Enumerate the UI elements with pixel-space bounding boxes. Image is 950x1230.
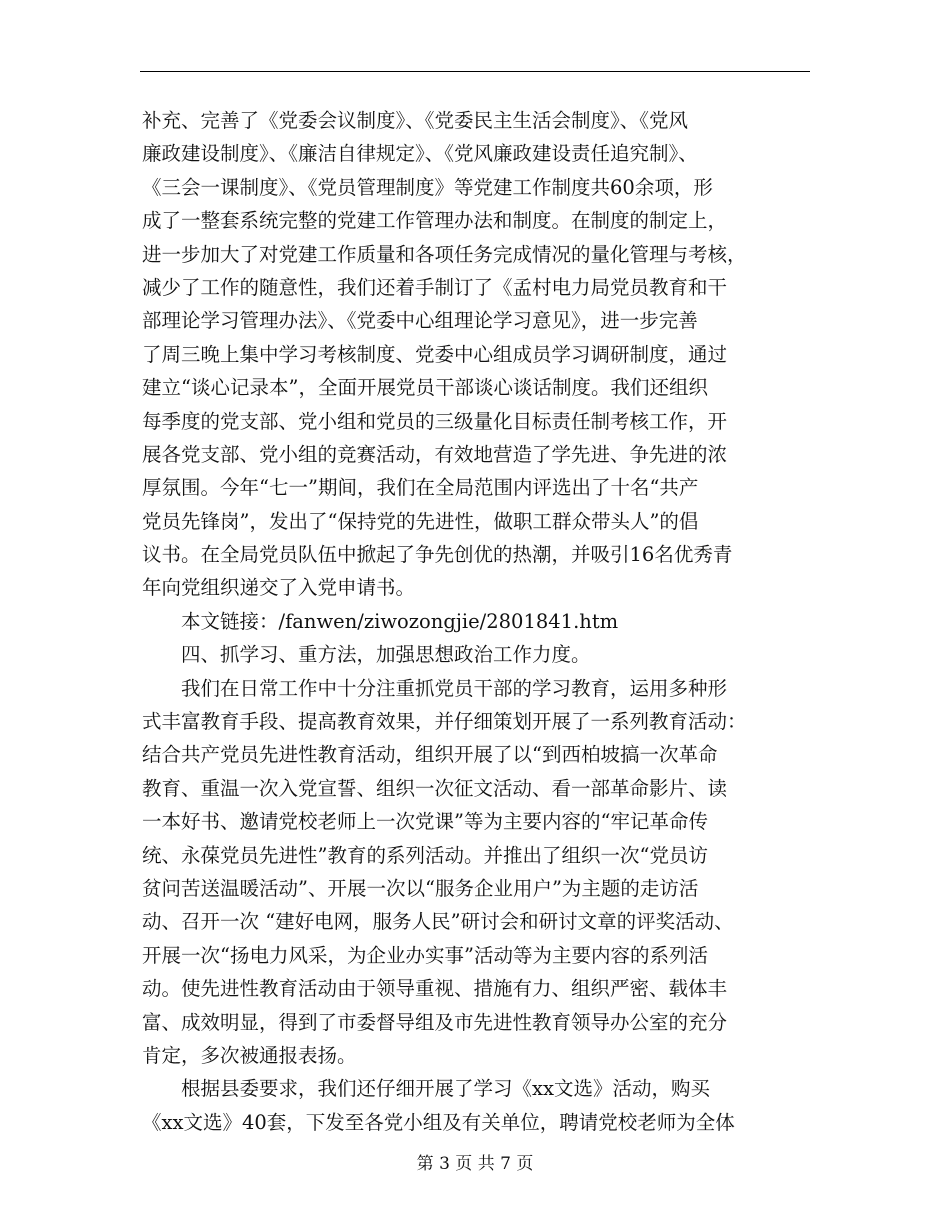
text-line: 进一步加大了对党建工作质量和各项任务完成情况的量化管理与考核， xyxy=(142,242,747,266)
text-line: 统、永葆党员先进性”教育的系列活动。并推出了组织一次“党员访 xyxy=(142,843,708,867)
text-line: 补充、完善了《党委会议制度》、《党委民主生活会制度》、《党风 xyxy=(142,109,689,132)
header-rule xyxy=(140,71,810,72)
text-line: 减少了工作的随意性，我们还着手制订了《孟村电力局党员教育和干 xyxy=(142,275,728,299)
text-line: 厚氛围。今年“七一”期间，我们在全局范围内评选出了十名“共产 xyxy=(142,476,699,500)
text-line: 《xx文选》40套，下发至各党小组及有关单位，聘请党校老师为全体 xyxy=(142,1110,735,1134)
text-line: 一本好书、邀请党校老师上一次党课”等为主要内容的“牢记革命传 xyxy=(142,810,708,834)
text-line: 部理论学习管理办法》、《党委中心组理论学习意见》，进一步完善 xyxy=(142,309,698,333)
text-line: 党员先锋岗”，发出了“保持党的先进性，做职工群众带头人”的倡 xyxy=(142,509,699,533)
text-line: 动。使先进性教育活动由于领导重视、措施有力、组织严密、载体丰 xyxy=(142,977,728,1001)
text-line: 肯定，多次被通报表扬。 xyxy=(142,1043,357,1067)
article-link[interactable]: 本文链接：/fanwen/ziwozongjie/2801841.htm xyxy=(181,609,619,633)
text-line: 议书。在全局党员队伍中掀起了争先创优的热潮，并吸引16名优秀青 xyxy=(142,543,733,567)
text-line: 式丰富教育手段、提高教育效果，并仔细策划开展了一系列教育活动： xyxy=(142,710,747,734)
text-line: 每季度的党支部、党小组和党员的三级量化目标责任制考核工作，开 xyxy=(142,409,728,433)
text-line: 根据县委要求，我们还仔细开展了学习《xx文选》活动，购买 xyxy=(181,1077,710,1101)
text-line: 展各党支部、党小组的竞赛活动，有效地营造了学先进、争先进的浓 xyxy=(142,442,728,466)
text-line: 教育、重温一次入党宣誓、组织一次征文活动、看一部革命影片、读 xyxy=(142,776,728,800)
body-text xyxy=(142,104,814,1139)
text-line: 动、召开一次 “建好电网，服务人民”研讨会和研讨文章的评奖活动、 xyxy=(142,910,734,934)
text-line: 富、成效明显，得到了市委督导组及市先进性教育领导办公室的充分 xyxy=(142,1010,728,1034)
text-line: 廉政建设制度》、《廉洁自律规定》、《党风廉政建设责任追究制》、 xyxy=(142,142,698,166)
text-line: 《三会一课制度》、《党员管理制度》等党建工作制度共60余项，形 xyxy=(142,175,713,199)
section-heading: 四、抓学习、重方法，加强思想政治工作力度。 xyxy=(181,643,591,667)
page-number-footer: 第 3 页 共 7 页 xyxy=(416,1154,534,1174)
text-line: 结合共产党员先进性教育活动，组织开展了以“到西柏坡搞一次革命 xyxy=(142,743,718,767)
text-line: 贫问苦送温暖活动”、开展一次以“服务企业用户”为主题的走访活 xyxy=(142,876,699,900)
text-line: 开展一次“扬电力风采，为企业办实事”活动等为主要内容的系列活 xyxy=(142,943,708,967)
text-line: 年向党组织递交了入党申请书。 xyxy=(142,576,416,600)
text-line: 我们在日常工作中十分注重抓党员干部的学习教育，运用多种形 xyxy=(181,676,728,700)
text-line: 了周三晚上集中学习考核制度、党委中心组成员学习调研制度，通过 xyxy=(142,342,728,366)
text-line: 建立“谈心记录本”，全面开展党员干部谈心谈话制度。我们还组织 xyxy=(142,376,708,400)
text-line: 成了一整套系统完整的党建工作管理办法和制度。在制度的制定上， xyxy=(142,209,728,233)
